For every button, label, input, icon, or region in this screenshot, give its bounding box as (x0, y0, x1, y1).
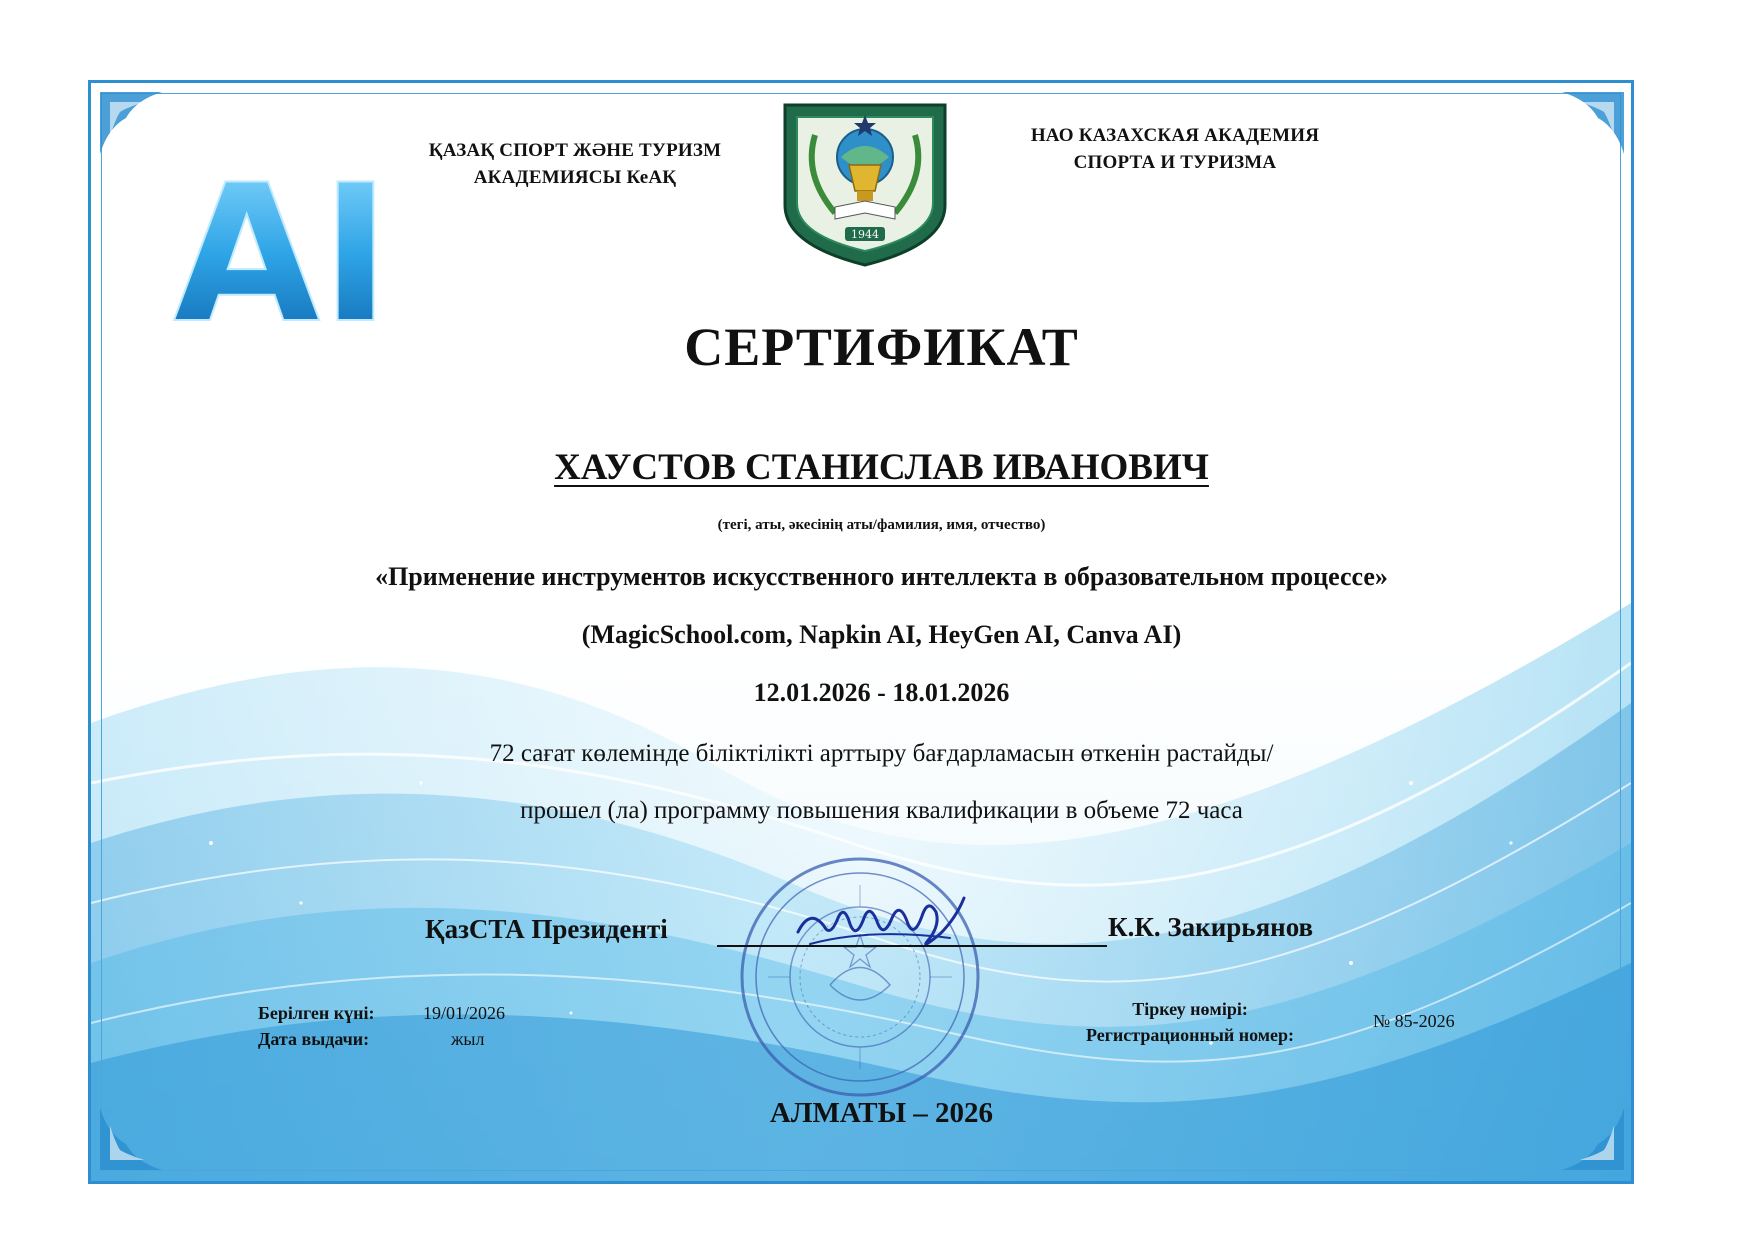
statement-kz: 72 сағат көлемінде біліктілікті арттыру бағдарламасын өткенін растайды/ (489, 740, 1274, 767)
registration-label-ru: Регистрационный номер: (1086, 1025, 1295, 1045)
issue-date-label-ru: Дата выдачи: (258, 1029, 370, 1049)
header-right-line2: СПОРТА И ТУРИЗМА (1073, 152, 1277, 173)
issue-date-labels (258, 1000, 375, 1052)
header-left-line2: АКАДЕМИЯСЫ КеАҚ (473, 167, 677, 188)
president-signature (790, 888, 970, 958)
corner-ornament-top-left (96, 88, 166, 158)
statement-ru: прошел (ла) программу повышения квалификации в объеме 72 часа (520, 797, 1243, 824)
registration-labels (1086, 996, 1294, 1048)
city-year: АЛМАТЫ – 2026 (769, 1097, 994, 1129)
recipient-name-note: (тегі, аты, әкесінің аты/фамилия, имя, отчество) (717, 517, 1046, 533)
issue-date: 19/01/2026 (423, 1003, 506, 1023)
certificate-title: СЕРТИФИКАТ (684, 317, 1079, 377)
issue-date-label-kz: Берілген күні: (258, 1003, 375, 1023)
registration-label-kz: Тіркеу нөмірі: (1132, 999, 1248, 1019)
ai-logo-text: AI (173, 160, 391, 330)
issue-date-suffix: жыл (451, 1029, 485, 1049)
header-left-line1: ҚАЗАҚ СПОРТ ЖӘНЕ ТУРИЗМ (428, 140, 722, 161)
registration-number: № 85-2026 (1373, 1011, 1455, 1031)
header-right-line1: НАО КАЗАХСКАЯ АКАДЕМИЯ (1030, 125, 1320, 146)
president-name: К.К. Закирьянов (1108, 912, 1314, 942)
signature-line (717, 945, 1107, 947)
recipient-name-text: ХАУСТОВ СТАНИСЛАВ ИВАНОВИЧ (554, 447, 1209, 488)
academy-emblem (775, 95, 955, 270)
corner-ornament-top-right (1558, 88, 1628, 158)
recipient-name (0, 446, 1763, 489)
course-dates: 12.01.2026 - 18.01.2026 (753, 678, 1010, 707)
ai-logo (170, 160, 395, 330)
president-title: ҚазСТА Президенті (425, 914, 668, 944)
course-tools: (MagicSchool.com, Napkin AI, HeyGen AI, Canva AI) (581, 620, 1182, 649)
header-left (420, 137, 730, 191)
header-right (1015, 122, 1335, 176)
emblem-year: 1944 (851, 228, 879, 241)
course-title: «Применение инструментов искусственного интеллекта в образовательном процессе» (375, 562, 1388, 591)
issue-date-values (423, 1000, 505, 1052)
